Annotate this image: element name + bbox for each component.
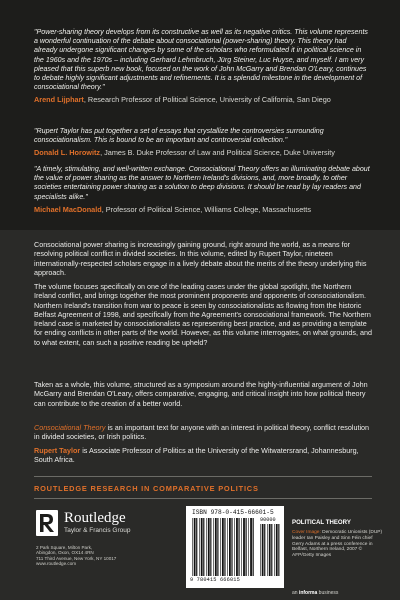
endorser-title: , Professor of Political Science, Williams College, Massachusetts [101,204,311,214]
book-category: POLITICAL THEORY [292,519,351,526]
publisher-address: 2 Park Square, Milton Park, Abingdon, Oxon, OX14 4RN 711 Third Avenue, New York, NY 10017 www.routledge.com [36,545,117,567]
publisher-name: Routledge [64,510,126,526]
isbn-text: ISBN 978-0-415-66601-5 [192,509,274,516]
endorser-name: Arend Lijphart [34,95,84,105]
description-paragraph-3: Taken as a whole, this volume, structured as a symposium around the highly-influential argument of John McGarry and Brendan O'Leary, offers comparative, engaging, and critical insight into how political theory can contribute to the creation of a better world. [34,380,368,408]
endorser-name: Donald L. Horowitz [34,148,101,158]
description-paragraph-4: Consociational Theory is an important text for anyone with an interest in political theory, conflict resolution in divided societies, or Irish politics. [34,423,370,442]
barcode-digits: 9 780415 666015 [190,577,240,583]
description-paragraph-1: Consociational power sharing is increasingly gaining ground, right around the world, as a means for resolving political conflict in divided societies. In this volume, edited by Rupert Taylor, nineteen internationally-respected scholars engage in a lively debate about the merits of the theory underlying this approach. [34,240,367,277]
endorser-title: , James B. Duke Professor of Law and Political Science, Duke University [100,148,335,158]
addon-barcode-bars-icon [260,524,280,576]
endorsement-attribution [34,205,370,214]
author-name: Rupert Taylor [34,446,81,455]
description-paragraph-2: The volume focuses specifically on one of the leading cases under the global spotlight, the Northern Ireland conflict, and brings together the most prominent proponents and opponents of consociationalism. Northern Ireland's transition from war to peace is seen by consociationalists as flowing from the historic Belfast Agreement of 1998, and specifically from the Agreement's consociational framework. The Northern Ireland case is marketed by consociationalists as representing best practice, and as providing a template for ending conflicts in other parts of the world. However, as this volume interrogates, on what grounds, and to what extent, can such a positive reading be upheld? [34,282,372,347]
endorser-title: , Research Professor of Political Science, University of California, San Diego [83,95,331,105]
endorser-name: Michael MacDonald [34,204,102,214]
endorsement-macdonald [34,165,370,214]
isbn-barcode [186,506,284,588]
endorsement-quote: "Power-sharing theory develops from its constructive as well as its negative critics. This volume represents a wonderful continuation of the debate about consociational (power-sharing) theory. This theory had already undergone significant changes by some of the scholars who reformulated it in political science in the 1960s and the 1970s – including Gerhard Lehmbruch, Jürg Steiner, Luc Huyse, and myself. I am very pleased that this superb new book, focused on the work of John McGarry and Brendan O'Leary, continues to debate highly significant adjustments and refinements. It is a splendid milestone in the development of consociational theory." [34,28,368,92]
barcode-bars-icon [192,518,256,576]
cover-image-credit: Cover Image: Democratic Unionists (DUP) leader Ian Paisley and Sinn Féin chief Gerry Adams at a press conference in Belfast, Northern Ireland, 2007 © AFP/Getty Images [292,530,383,559]
series-title: ROUTLEDGE RESEARCH IN COMPARATIVE POLITICS [34,484,259,493]
author-bio: Rupert Taylor is Associate Professor of Politics at the University of the Witwatersrand, Johannesburg, South Africa. [34,446,359,465]
endorsement-attribution [34,148,370,157]
endorsement-quote: "A timely, stimulating, and well-written exchange. Consociational Theory offers an illuminating debate about the value of power sharing as the answer to Northern Ireland's divisions, and, more broadly, to other societies entertaining power sharing as a solution to deep divisions. It should be read by lay readers and specialists alike." [34,165,370,201]
routledge-logo-icon [36,510,58,536]
divider [34,476,372,477]
divider [34,498,372,499]
publisher-group: Taylor & Francis Group [64,527,131,534]
endorsement-horowitz [34,127,370,158]
book-title: Consociational Theory [34,423,106,432]
informa-business-tagline: an informa business [292,590,339,596]
endorsement-attribution [34,95,370,104]
price-addon-number: 90000 [260,517,276,523]
endorsement-lijphart [34,28,370,105]
endorsement-quote: "Rupert Taylor has put together a set of essays that crystallize the controversies surrounding consociationalism. This is bound to be an important and controversial collection." [34,127,324,145]
